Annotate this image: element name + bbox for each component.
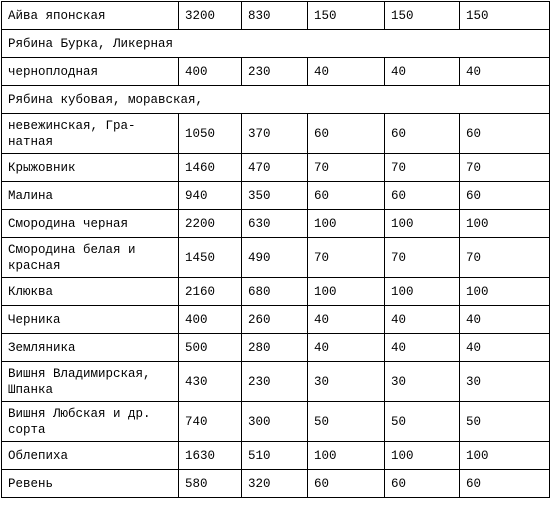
value-cell-1: 1050 — [179, 114, 242, 154]
group-label-cell: Рябина кубовая, моравская, — [2, 86, 550, 114]
plant-name-cell: невежинская, Гра-натная — [2, 114, 179, 154]
value-cell-2: 230 — [242, 58, 308, 86]
value-cell-2: 680 — [242, 278, 308, 306]
value-cell-2: 300 — [242, 402, 308, 442]
table-row — [2, 334, 550, 362]
value-cell-3: 60 — [308, 114, 385, 154]
value-cell-5: 40 — [460, 306, 550, 334]
plant-name-cell: Смородина черная — [2, 210, 179, 238]
table-group-row — [2, 30, 550, 58]
table-row — [2, 402, 550, 442]
value-cell-5: 30 — [460, 362, 550, 402]
value-cell-1: 500 — [179, 334, 242, 362]
value-cell-1: 430 — [179, 362, 242, 402]
value-cell-2: 320 — [242, 470, 308, 498]
value-cell-4: 100 — [385, 210, 460, 238]
value-cell-1: 400 — [179, 306, 242, 334]
value-cell-4: 40 — [385, 58, 460, 86]
plant-name-cell: Вишня Владимирская, Шпанка — [2, 362, 179, 402]
table-row — [2, 238, 550, 278]
value-cell-3: 40 — [308, 334, 385, 362]
table-group-row — [2, 86, 550, 114]
value-cell-5: 60 — [460, 114, 550, 154]
value-cell-5: 60 — [460, 182, 550, 210]
value-cell-2: 230 — [242, 362, 308, 402]
value-cell-5: 60 — [460, 470, 550, 498]
table-row — [2, 182, 550, 210]
table-row — [2, 362, 550, 402]
value-cell-5: 100 — [460, 442, 550, 470]
value-cell-3: 70 — [308, 238, 385, 278]
table-row — [2, 154, 550, 182]
plant-name-cell: Смородина белая и красная — [2, 238, 179, 278]
value-cell-4: 100 — [385, 442, 460, 470]
plant-name-cell: черноплодная — [2, 58, 179, 86]
value-cell-5: 100 — [460, 210, 550, 238]
table-row — [2, 210, 550, 238]
table-row — [2, 470, 550, 498]
plant-name-cell: Земляника — [2, 334, 179, 362]
table-row — [2, 278, 550, 306]
value-cell-1: 3200 — [179, 2, 242, 30]
value-cell-3: 50 — [308, 402, 385, 442]
value-cell-3: 60 — [308, 470, 385, 498]
value-cell-3: 40 — [308, 306, 385, 334]
table-row — [2, 306, 550, 334]
value-cell-2: 630 — [242, 210, 308, 238]
plant-name-cell: Крыжовник — [2, 154, 179, 182]
table-row — [2, 58, 550, 86]
value-cell-5: 70 — [460, 238, 550, 278]
value-cell-5: 150 — [460, 2, 550, 30]
value-cell-2: 510 — [242, 442, 308, 470]
value-cell-2: 470 — [242, 154, 308, 182]
value-cell-1: 2160 — [179, 278, 242, 306]
value-cell-5: 40 — [460, 58, 550, 86]
value-cell-1: 2200 — [179, 210, 242, 238]
value-cell-5: 70 — [460, 154, 550, 182]
plant-name-cell: Облепиха — [2, 442, 179, 470]
value-cell-3: 100 — [308, 278, 385, 306]
value-cell-4: 30 — [385, 362, 460, 402]
value-cell-2: 370 — [242, 114, 308, 154]
plant-name-cell: Ревень — [2, 470, 179, 498]
value-cell-1: 580 — [179, 470, 242, 498]
table-row — [2, 442, 550, 470]
plant-name-cell: Черника — [2, 306, 179, 334]
value-cell-3: 150 — [308, 2, 385, 30]
value-cell-4: 150 — [385, 2, 460, 30]
value-cell-4: 70 — [385, 154, 460, 182]
value-cell-2: 490 — [242, 238, 308, 278]
table-row — [2, 2, 550, 30]
value-cell-5: 50 — [460, 402, 550, 442]
value-cell-5: 40 — [460, 334, 550, 362]
value-cell-3: 100 — [308, 442, 385, 470]
value-cell-3: 70 — [308, 154, 385, 182]
value-cell-4: 70 — [385, 238, 460, 278]
value-cell-4: 60 — [385, 182, 460, 210]
plant-name-cell: Вишня Любская и др. сорта — [2, 402, 179, 442]
document-page — [1, 1, 549, 498]
plant-name-cell: Малина — [2, 182, 179, 210]
table-body — [2, 2, 550, 498]
value-cell-2: 830 — [242, 2, 308, 30]
plant-name-cell: Айва японская — [2, 2, 179, 30]
value-cell-5: 100 — [460, 278, 550, 306]
value-cell-1: 1460 — [179, 154, 242, 182]
value-cell-1: 1630 — [179, 442, 242, 470]
value-cell-1: 940 — [179, 182, 242, 210]
group-label-cell: Рябина Бурка, Ликерная — [2, 30, 550, 58]
value-cell-4: 40 — [385, 334, 460, 362]
value-cell-1: 1450 — [179, 238, 242, 278]
value-cell-2: 280 — [242, 334, 308, 362]
value-cell-3: 100 — [308, 210, 385, 238]
value-cell-4: 60 — [385, 114, 460, 154]
value-cell-4: 60 — [385, 470, 460, 498]
value-cell-3: 60 — [308, 182, 385, 210]
value-cell-2: 260 — [242, 306, 308, 334]
table-row — [2, 114, 550, 154]
value-cell-3: 40 — [308, 58, 385, 86]
value-cell-1: 400 — [179, 58, 242, 86]
value-cell-4: 40 — [385, 306, 460, 334]
value-cell-1: 740 — [179, 402, 242, 442]
value-cell-3: 30 — [308, 362, 385, 402]
harvest-table — [1, 1, 550, 498]
value-cell-4: 100 — [385, 278, 460, 306]
plant-name-cell: Клюква — [2, 278, 179, 306]
value-cell-2: 350 — [242, 182, 308, 210]
value-cell-4: 50 — [385, 402, 460, 442]
